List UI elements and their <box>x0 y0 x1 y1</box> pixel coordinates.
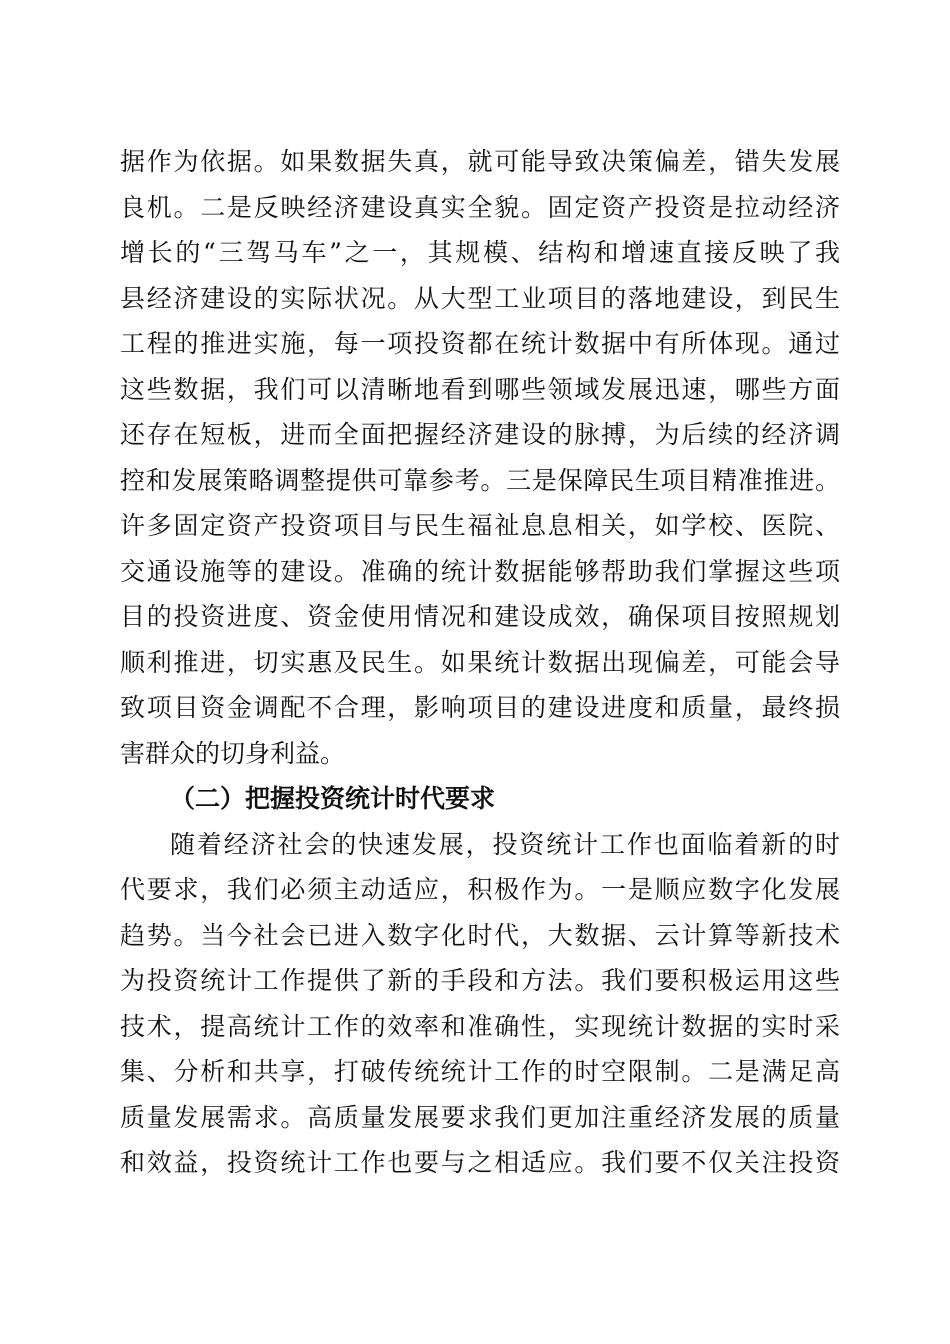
text-line: 为投资统计工作提供了新的手段和方法。我们要积极运用这些 <box>120 966 840 995</box>
text-line: 这些数据，我们可以清晰地看到哪些领域发展迅速，哪些方面 <box>120 375 840 404</box>
text-line: 工程的推进实施，每一项投资都在统计数据中有所体现。通过 <box>120 329 840 358</box>
text-line: 控和发展策略调整提供可靠参考。三是保障民生项目精准推进。 <box>120 466 840 495</box>
paragraph-first-line: 随着经济社会的快速发展，投资统计工作也面临着新的时 <box>170 830 840 859</box>
text-line: 致项目资金调配不合理，影响项目的建设进度和质量，最终损 <box>120 693 840 722</box>
text-line: 还存在短板，进而全面把握经济建设的脉搏，为后续的经济调 <box>120 420 840 449</box>
text-line: 增长的“三驾马车”之一，其规模、结构和增速直接反映了我 <box>120 238 840 267</box>
text-line: 良机。二是反映经济建设真实全貌。固定资产投资是拉动经济 <box>120 193 840 222</box>
text-line: 质量发展需求。高质量发展要求我们更加注重经济发展的质量 <box>120 1103 840 1132</box>
text-line: 顺利推进，切实惠及民生。如果统计数据出现偏差，可能会导 <box>120 648 840 677</box>
section-heading: （二）把握投资统计时代要求 <box>170 784 496 813</box>
text-line: 害群众的切身利益。 <box>120 739 346 768</box>
text-line: 趋势。当今社会已进入数字化时代，大数据、云计算等新技术 <box>120 921 840 950</box>
text-line: 目的投资进度、资金使用情况和建设成效，确保项目按照规划 <box>120 602 840 631</box>
text-line: 交通设施等的建设。准确的统计数据能够帮助我们掌握这些项 <box>120 557 840 586</box>
text-line: 县经济建设的实际状况。从大型工业项目的落地建设，到民生 <box>120 284 840 313</box>
text-line: 集、分析和共享，打破传统统计工作的时空限制。二是满足高 <box>120 1057 840 1086</box>
text-line: 许多固定资产投资项目与民生福祉息息相关，如学校、医院、 <box>120 511 840 540</box>
text-line: 和效益，投资统计工作也要与之相适应。我们要不仅关注投资 <box>120 1148 840 1177</box>
text-line: 代要求，我们必须主动适应，积极作为。一是顺应数字化发展 <box>120 875 840 904</box>
text-line: 据作为依据。如果数据失真，就可能导致决策偏差，错失发展 <box>120 147 840 176</box>
text-line: 技术，提高统计工作的效率和准确性，实现统计数据的实时采 <box>120 1012 840 1041</box>
